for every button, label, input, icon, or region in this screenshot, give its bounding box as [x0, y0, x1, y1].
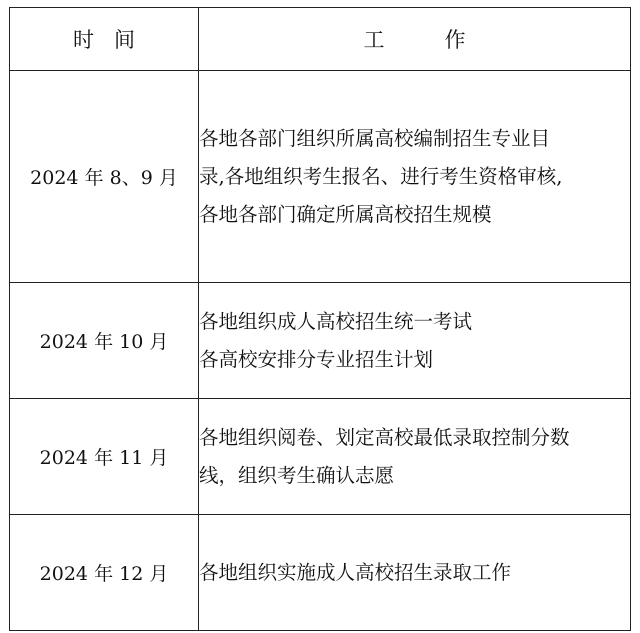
- header-time: 时间: [10, 8, 199, 71]
- time-cell: 2024 年 11 月: [10, 399, 199, 515]
- work-cell: [199, 399, 631, 515]
- work-line: 录,各地组织考生报名、进行考生资格审核,: [199, 164, 563, 188]
- table-row: [10, 283, 631, 399]
- schedule-table: [9, 7, 631, 631]
- work-line: 各地各部门组织所属高校编制招生专业目: [199, 126, 551, 150]
- work-cell: [199, 515, 631, 631]
- work-line: 各高校安排分专业招生计划: [199, 347, 434, 371]
- time-cell: 2024 年 8、9 月: [10, 71, 199, 283]
- table-row: [10, 399, 631, 515]
- table-header-row: [10, 8, 631, 71]
- table-row: [10, 515, 631, 631]
- work-line: 各地组织实施成人高校招生录取工作: [199, 560, 512, 584]
- work-line: 线，组织考生确认志愿: [199, 463, 395, 487]
- time-cell: 2024 年 10 月: [10, 283, 199, 399]
- work-cell: [199, 283, 631, 399]
- work-line: 各地组织成人高校招生统一考试: [199, 309, 473, 333]
- table-row: [10, 71, 631, 283]
- work-line: 各地组织阅卷、划定高校最低录取控制分数: [199, 425, 570, 449]
- work-cell: [199, 71, 631, 283]
- work-line: 各地各部门确定所属高校招生规模: [199, 202, 492, 226]
- time-cell: 2024 年 12 月: [10, 515, 199, 631]
- header-work: 工作: [199, 8, 631, 71]
